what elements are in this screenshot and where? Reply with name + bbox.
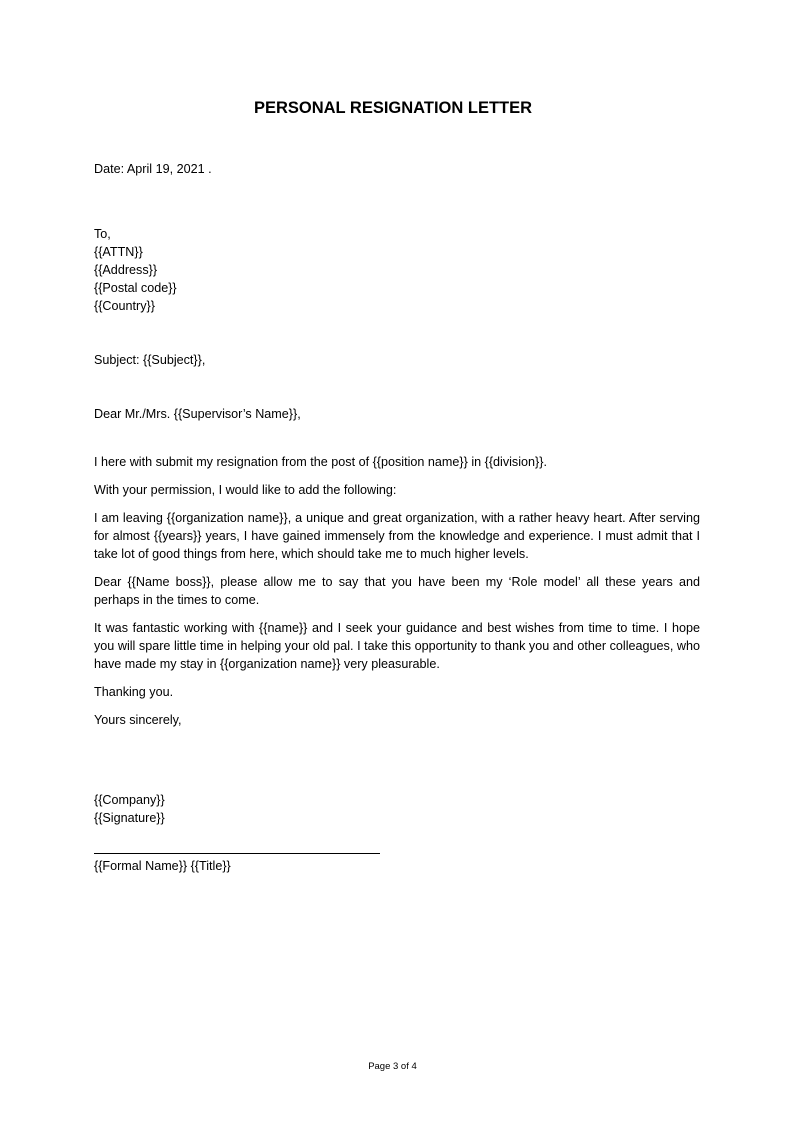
address-line-attn: {{ATTN}} xyxy=(94,245,143,259)
body-paragraph-3: I am leaving {{organization name}}, a unique and great organization, with a rather heavy heart. After serving for almost {{years}} years, I have gained immensely from the knowledge and experience. I must admit that I take lot of good things from here, which should take me to much higher levels. xyxy=(94,511,700,561)
formal-name-text: {{Formal Name}} {{Title}} xyxy=(94,859,231,873)
date-line xyxy=(94,160,700,178)
body-paragraph-1: I here with submit my resignation from the post of {{position name}} in {{division}}. xyxy=(94,455,547,469)
address-line-address: {{Address}} xyxy=(94,263,158,277)
document-title: PERSONAL RESIGNATION LETTER xyxy=(253,99,533,117)
body-paragraph-2: With your permission, I would like to add the following: xyxy=(94,483,397,497)
body-paragraph-4: Dear {{Name boss}}, please allow me to say that you have been my ‘Role model’ all these years and perhaps in the times to come. xyxy=(94,575,700,607)
closing-thanks: Thanking you. xyxy=(94,685,174,699)
signature-rule xyxy=(94,853,380,854)
body-paragraph-5: It was fantastic working with {{name}} and I seek your guidance and best wishes from time to time. I hope you will spare little time in helping your old pal. I take this opportunity to thank you and other colleagues, who have made my stay in {{organization name}} very pleasurable. xyxy=(94,621,700,671)
closing-sincerely: Yours sincerely, xyxy=(94,713,182,727)
page-number-footer: Page 3 of 4 xyxy=(368,1061,417,1072)
letter-body xyxy=(94,453,700,739)
signature-placeholder: {{Signature}} xyxy=(94,811,165,825)
recipient-address xyxy=(94,225,700,315)
address-line-postal-code: {{Postal code}} xyxy=(94,281,177,295)
address-line-to: To, xyxy=(94,227,111,241)
signature-block xyxy=(94,791,700,827)
formal-name-title xyxy=(94,857,700,875)
subject-line xyxy=(94,351,700,369)
salutation xyxy=(94,405,700,423)
subject-text: Subject: {{Subject}}, xyxy=(94,353,206,367)
address-line-country: {{Country}} xyxy=(94,299,155,313)
date-text: Date: April 19, 2021 . xyxy=(94,162,212,176)
company-placeholder: {{Company}} xyxy=(94,793,165,807)
salutation-text: Dear Mr./Mrs. {{Supervisor’s Name}}, xyxy=(94,407,301,421)
